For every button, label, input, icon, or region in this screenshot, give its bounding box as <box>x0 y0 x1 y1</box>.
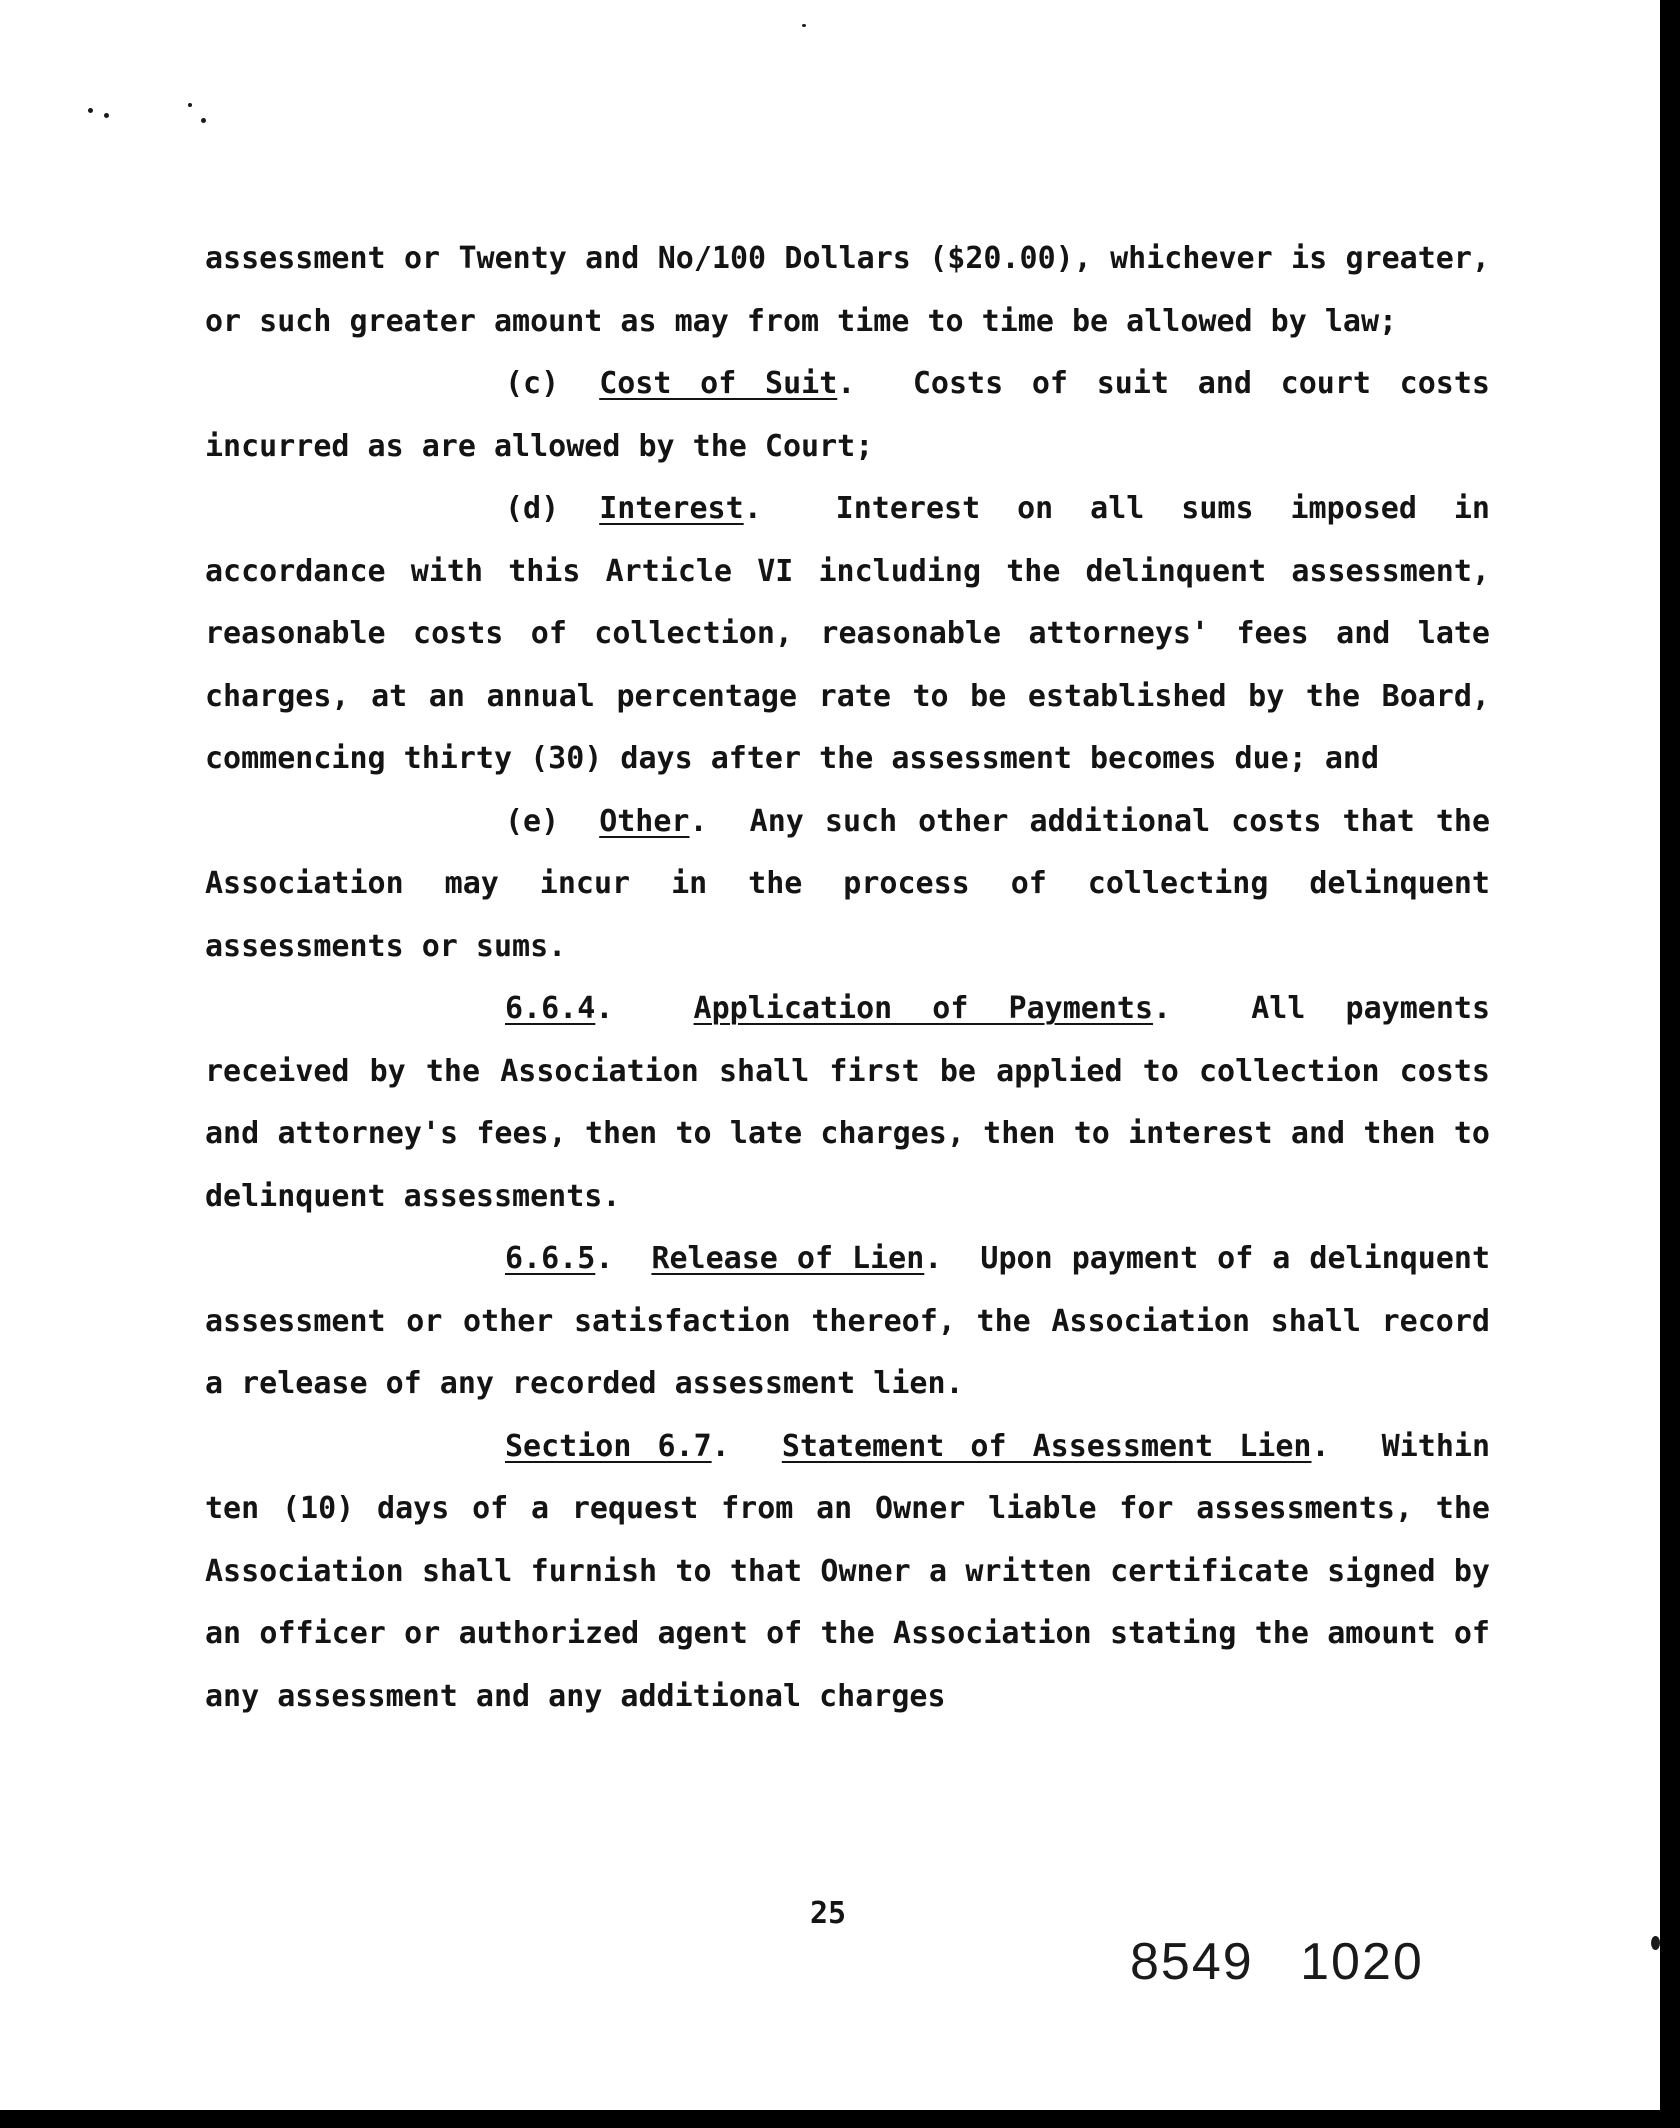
paragraph-continuation <box>205 228 1490 353</box>
section-6-6-4: 6.6.4. Application of Payments. All payments received by the Association shall first be applied to collection costs and attorney's fees, then to late charges, then to interest and then to delinquent assessments. <box>205 991 1491 1214</box>
scan-speck <box>188 103 192 107</box>
scan-speck <box>88 108 93 113</box>
section-number: 6.6.5 <box>505 1241 596 1276</box>
subsection-cost-of-suit: (c) Cost of Suit. Costs of suit and court costs incurred as are allowed by the Court; <box>205 366 1490 464</box>
item-heading: Interest <box>599 491 744 526</box>
paragraph-text: Within ten (10) days of a request from an Owner liable for assessments, the Association shall furnish to that Owner a written certificate signed by an officer or authorized agent of the Association stating the amount of any assessment and any additional charges <box>205 1428 1491 1714</box>
paragraph-text: assessment or Twenty and No/100 Dollars ($20.00), whichever is greater, or such greater amount as may from time to time be allowed by law; <box>205 241 1490 339</box>
paragraph-text: Interest on all sums imposed in accordance with this Article VI including the delinquent assessment, reasonable costs of collection, reasonable attorneys' fees and late charges, at an annual percentage rate to be established by the Board, commencing thirty (30) days after the assessment becomes due; and <box>205 491 1490 776</box>
item-label: (d) <box>505 491 560 526</box>
scan-speck <box>201 118 206 123</box>
document-code: 8549 1020 <box>1130 1933 1424 1991</box>
document-body <box>205 228 1490 1728</box>
scan-speck <box>802 24 806 27</box>
section-heading: Statement of Assessment Lien <box>781 1428 1312 1464</box>
item-label: (c) <box>505 366 560 401</box>
paragraph-text: Costs of suit and court costs incurred as are allowed by the Court; <box>205 366 1490 464</box>
paragraph-text: Any such other additional costs that the Association may incur in the process of collecting delinquent assessments or sums. <box>205 803 1490 964</box>
paragraph-text: Upon payment of a delinquent assessment or other satisfaction thereof, the Association shall record a release of any recorded assessment lien. <box>205 1241 1491 1401</box>
item-label: (e) <box>505 803 560 839</box>
section-6-7: Section 6.7. Statement of Assessment Lien. Within ten (10) days of a request from an Owner liable for assessments, the Association shall furnish to that Owner a written certificate signed by an officer or authorized agent of the Association stating the amount of any assessment and any additional charges <box>205 1428 1491 1714</box>
scan-speck <box>1651 1936 1660 1950</box>
section-heading: Release of Lien <box>651 1241 925 1276</box>
paragraph-text: All payments received by the Association shall first be applied to collection costs and attorney's fees, then to late charges, then to interest and then to delinquent assessments. <box>205 991 1491 1214</box>
page-number: 25 <box>810 1896 847 1931</box>
subsection-other: (e) Other. Any such other additional costs that the Association may incur in the process of collecting delinquent assessments or sums. <box>205 803 1490 964</box>
section-number: 6.6.4 <box>505 991 596 1026</box>
section-6-6-5: 6.6.5. Release of Lien. Upon payment of a delinquent assessment or other satisfaction thereof, the Association shall record a release of any recorded assessment lien. <box>205 1241 1491 1401</box>
section-heading: Application of Payments <box>693 991 1154 1026</box>
section-number: Section 6.7 <box>505 1428 712 1464</box>
item-heading: Other <box>599 803 690 839</box>
subsection-interest: (d) Interest. Interest on all sums imposed in accordance with this Article VI including the delinquent assessment, reasonable costs of collection, reasonable attorneys' fees and late charges, at an annual percentage rate to be established by the Board, commencing thirty (30) days after the assessment becomes due; and <box>205 491 1490 776</box>
scan-speck <box>104 113 109 118</box>
item-heading: Cost of Suit <box>599 366 838 401</box>
